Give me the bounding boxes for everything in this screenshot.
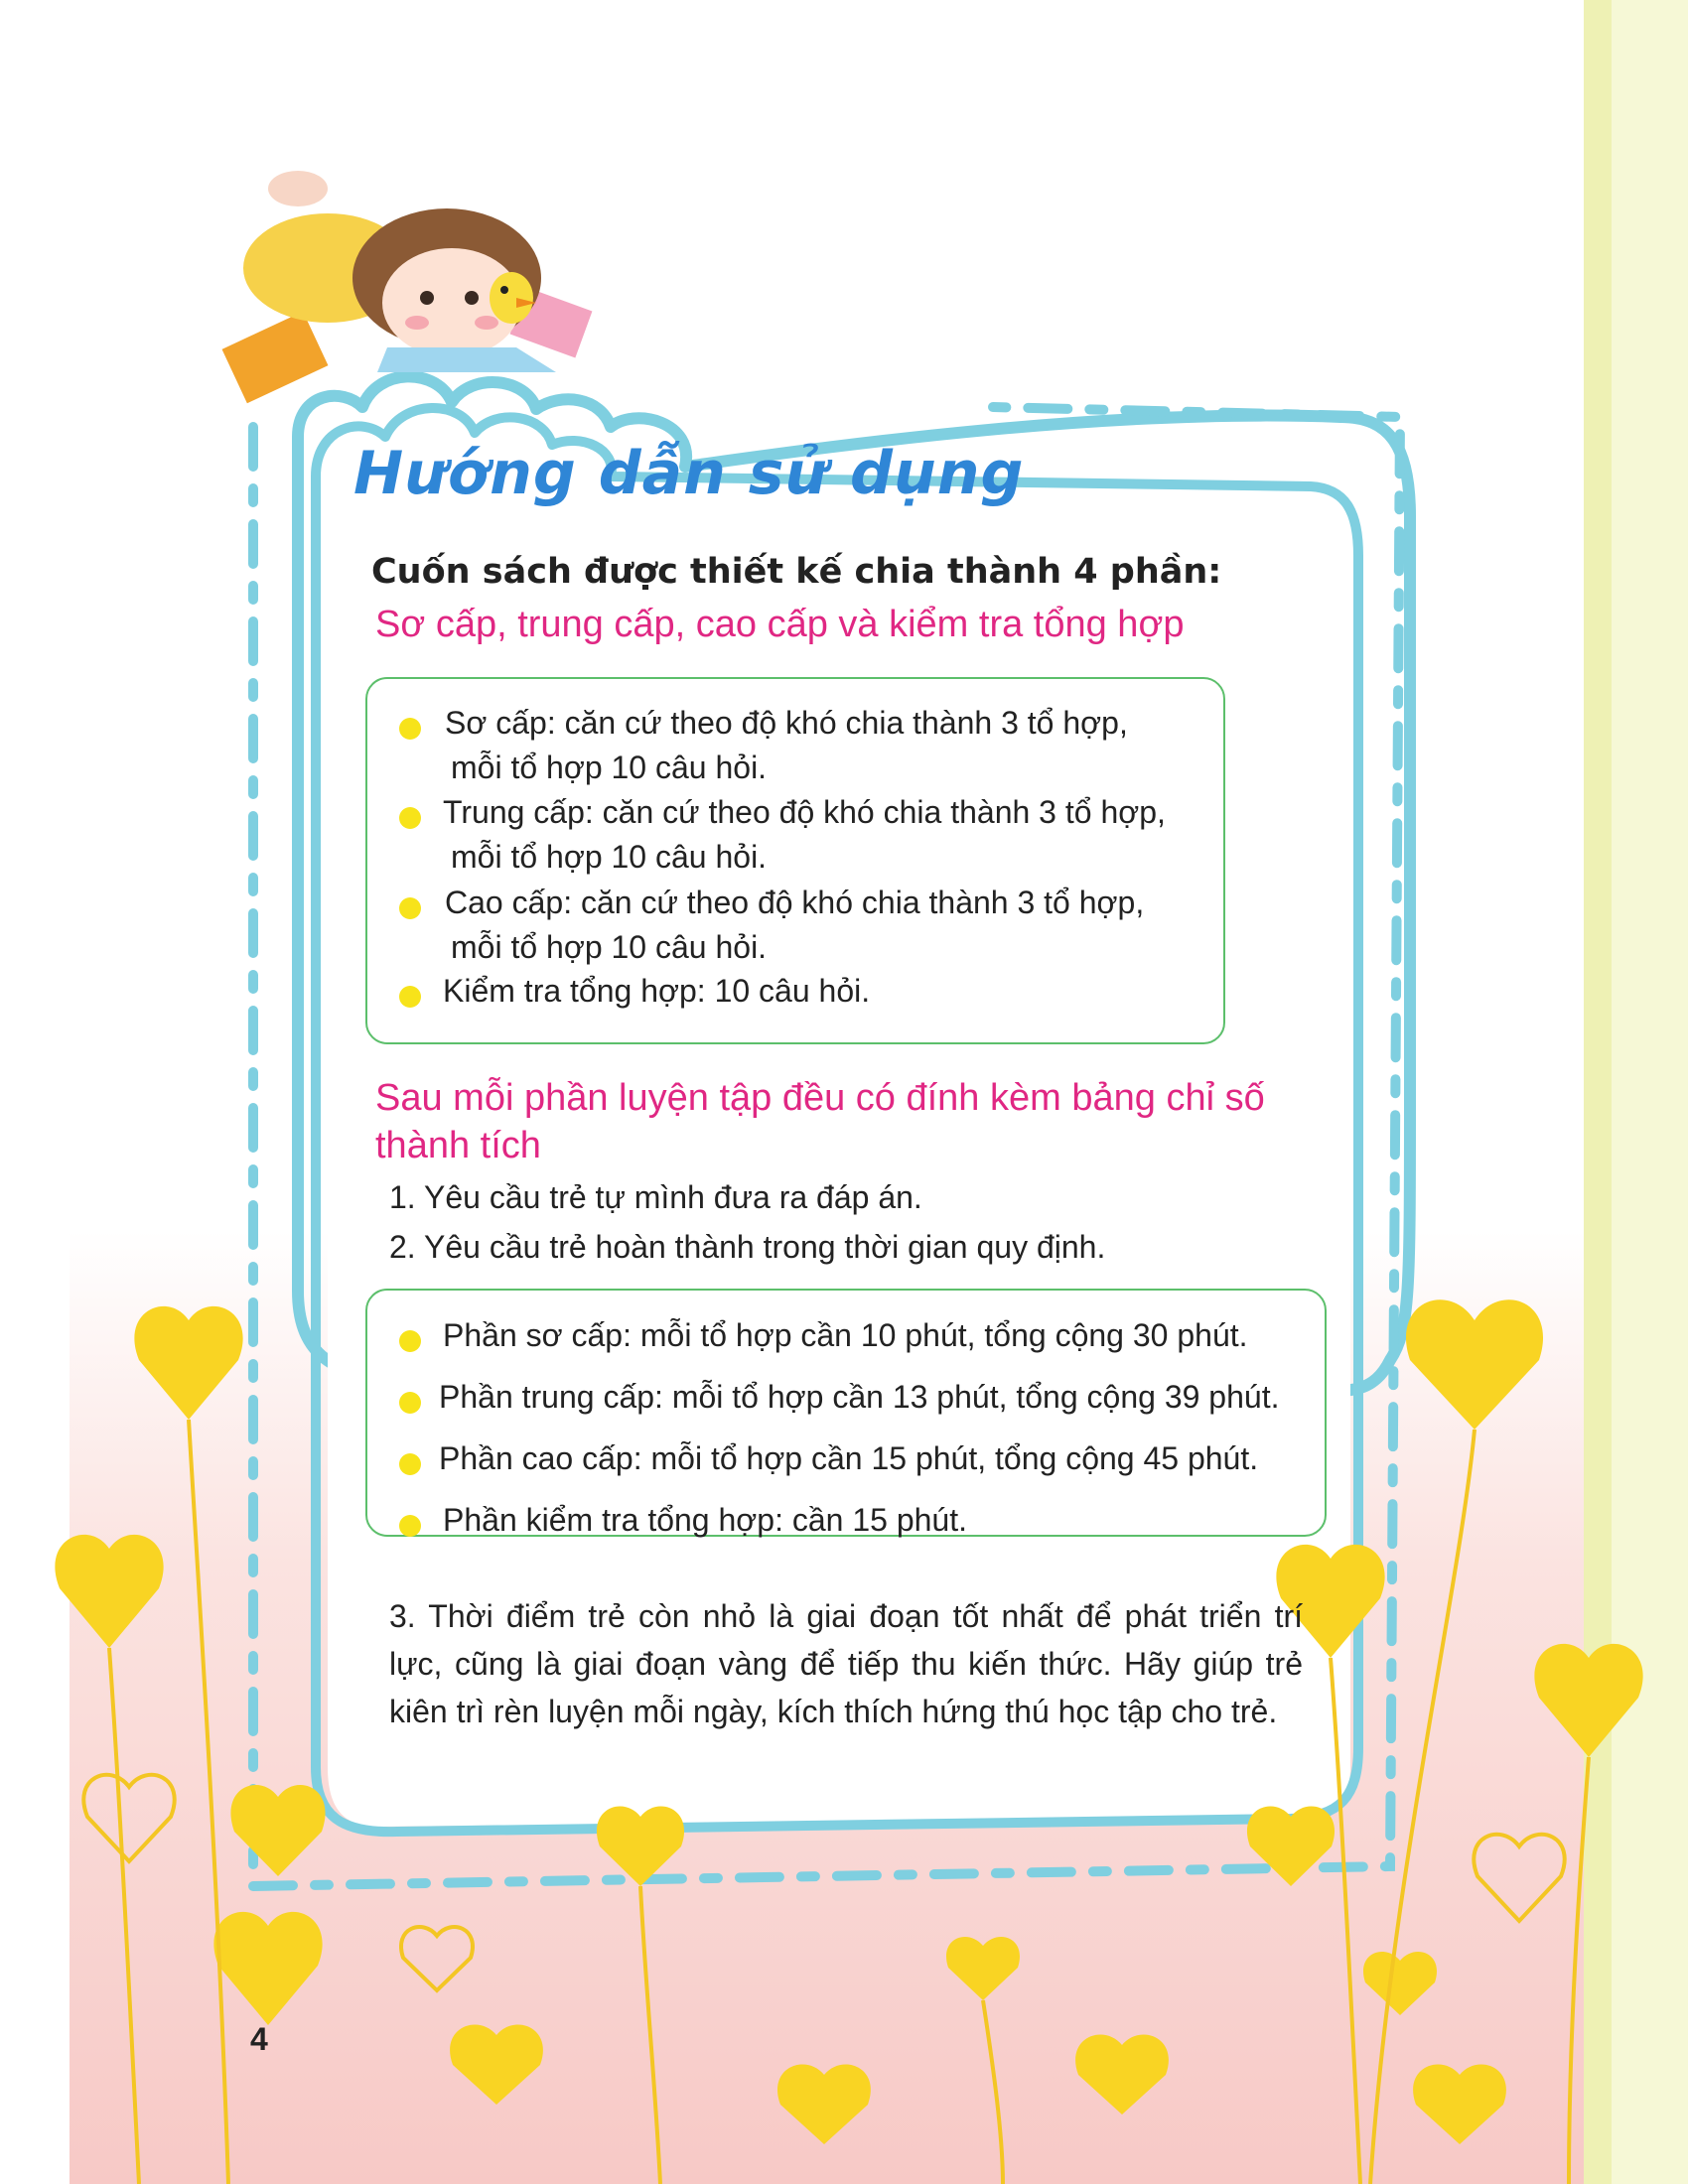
practice-step: 2. Yêu cầu trẻ hoàn thành trong thời gian quy định.	[389, 1229, 1106, 1265]
timing-item: Phần kiểm tra tổng hợp: cần 15 phút.	[443, 1502, 967, 1538]
bullet-icon	[399, 1392, 421, 1414]
timing-item: Phần sơ cấp: mỗi tổ hợp cần 10 phút, tổng cộng 30 phút.	[443, 1317, 1248, 1353]
timing-item: Phần cao cấp: mỗi tổ hợp cần 15 phút, tổng cộng 45 phút.	[439, 1440, 1259, 1476]
page-number: 4	[250, 2021, 268, 2057]
bullet-icon	[399, 718, 421, 740]
practice-note: 3. Thời điểm trẻ còn nhỏ là giai đoạn tốt nhất để phát triển trí lực, cũng là giai đoạn vàng để tiếp thu kiến thức. Hãy giúp trẻ kiên trì rèn luyện mỗi ngày, kích thích hứng thú học tập cho trẻ.	[389, 1598, 1303, 1729]
level-item-cont: mỗi tổ hợp 10 câu hỏi.	[451, 750, 768, 785]
level-item: Cao cấp: căn cứ theo độ khó chia thành 3 tổ hợp,	[445, 885, 1145, 920]
level-item-cont: mỗi tổ hợp 10 câu hỏi.	[451, 839, 768, 875]
bullet-icon	[399, 897, 421, 919]
bullet-icon	[399, 986, 421, 1008]
level-item: Kiểm tra tổng hợp: 10 câu hỏi.	[443, 973, 871, 1009]
level-item-cont: mỗi tổ hợp 10 câu hỏi.	[451, 929, 768, 965]
bullet-icon	[399, 807, 421, 829]
bullet-icon	[399, 1330, 421, 1352]
practice-step: 1. Yêu cầu trẻ tự mình đưa ra đáp án.	[389, 1179, 922, 1215]
bullet-icon	[399, 1453, 421, 1475]
bullet-icon	[399, 1515, 421, 1537]
intro-subtitle: Sơ cấp, trung cấp, cao cấp và kiểm tra tổng hợp	[375, 604, 1185, 645]
timing-item: Phần trung cấp: mỗi tổ hợp cần 13 phút, tổng cộng 39 phút.	[439, 1379, 1280, 1415]
girl-reading-illustration	[222, 171, 593, 403]
level-item: Sơ cấp: căn cứ theo độ khó chia thành 3 tổ hợp,	[445, 705, 1128, 741]
practice-heading: Sau mỗi phần luyện tập đều có đính kèm bảng chỉ số thành tích	[375, 1077, 1265, 1166]
level-item: Trung cấp: căn cứ theo độ khó chia thành 3 tổ hợp,	[443, 794, 1166, 830]
page-title: Hướng dẫn sử dụng	[353, 439, 1025, 508]
intro-line: Cuốn sách được thiết kế chia thành 4 phần:	[371, 552, 1222, 592]
